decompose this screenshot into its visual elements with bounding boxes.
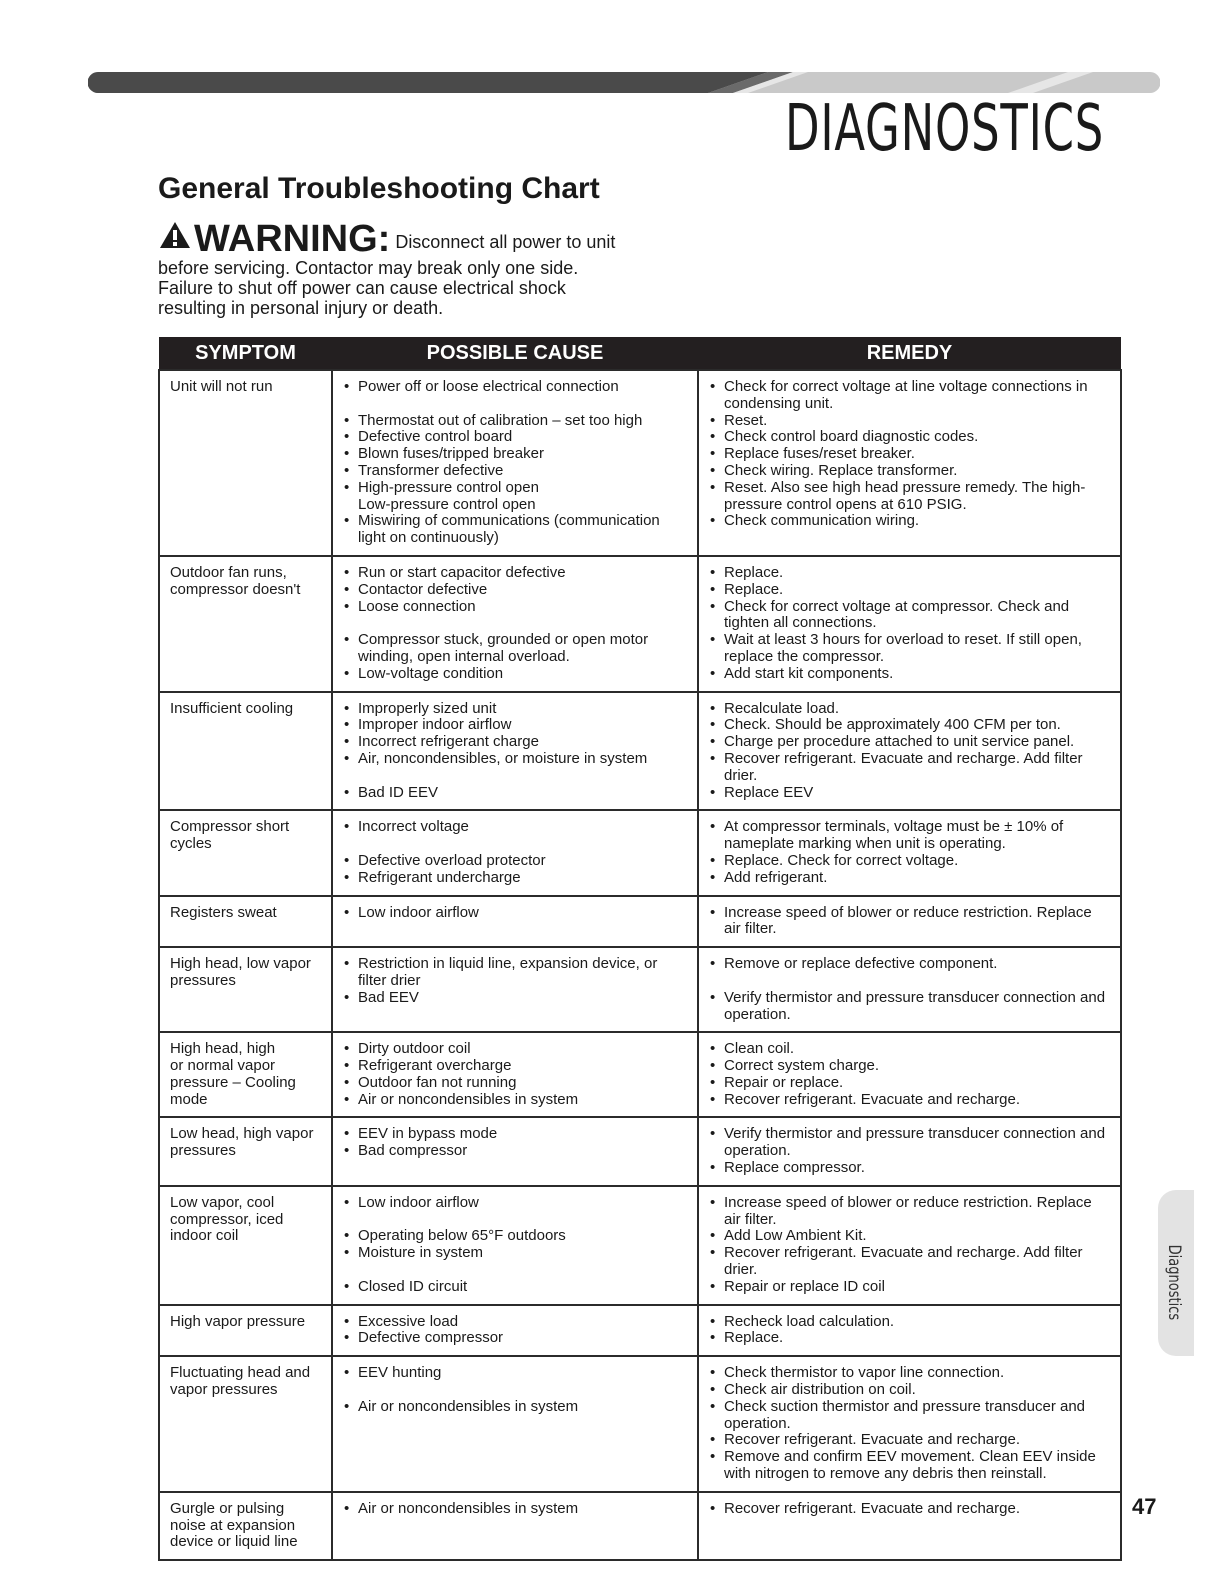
symptom-cell xyxy=(159,1305,332,1357)
remedy-item: • Clean coil. xyxy=(708,1041,1112,1058)
warning-block xyxy=(158,220,628,318)
remedy-item: • Recover refrigerant. Evacuate and recharge. Add filter drier. xyxy=(708,1245,1112,1279)
remedy-item: • Add refrigerant. xyxy=(708,870,1112,887)
cause-item: • Excessive load xyxy=(342,1314,689,1331)
cause-list xyxy=(342,701,689,802)
remedy-list xyxy=(708,1501,1112,1518)
symptom-cell xyxy=(159,1032,332,1117)
cause-item: • Defective control board xyxy=(342,429,689,446)
cause-list xyxy=(342,565,689,683)
cause-item: • Refrigerant undercharge xyxy=(342,870,689,887)
remedy-item: • Increase speed of blower or reduce restriction. Replace air filter. xyxy=(708,1195,1112,1229)
symptom-cell xyxy=(159,692,332,811)
remedy-list xyxy=(708,1365,1112,1483)
cause-item: • EEV hunting xyxy=(342,1365,689,1382)
cause-item: • Bad ID EEV xyxy=(342,785,689,802)
remedy-item: • Recover refrigerant. Evacuate and recharge. xyxy=(708,1501,1112,1518)
symptom-text: cycles xyxy=(170,835,212,853)
remedy-item: • Add Low Ambient Kit. xyxy=(708,1228,1112,1245)
cause-list xyxy=(342,1126,689,1160)
cause-cell xyxy=(332,896,698,948)
cause-item: • Low-voltage condition xyxy=(342,666,689,683)
table-row xyxy=(159,1117,1121,1185)
remedy-item: • Add start kit components. xyxy=(708,666,1112,683)
remedy-item: • Correct system charge. xyxy=(708,1058,1112,1075)
header-remedy: REMEDY xyxy=(698,337,1121,370)
cause-list xyxy=(342,905,689,922)
cause-item: • High-pressure control open xyxy=(342,480,689,497)
remedy-item: • Repair or replace ID coil xyxy=(708,1279,1112,1296)
remedy-item: • Recover refrigerant. Evacuate and recharge. Add filter drier. xyxy=(708,751,1112,785)
table-row xyxy=(159,1032,1121,1117)
cause-item: • Dirty outdoor coil xyxy=(342,1041,689,1058)
cause-item: • Improperly sized unit xyxy=(342,701,689,718)
cause-list xyxy=(342,956,689,1006)
symptom-text: pressures xyxy=(170,971,236,989)
symptom-text: Unit will not run xyxy=(170,378,273,395)
table-row xyxy=(159,896,1121,948)
cause-item: • Restriction in liquid line, expansion device, or filter drier xyxy=(342,956,689,990)
remedy-item: • Check. Should be approximately 400 CFM per ton. xyxy=(708,717,1112,734)
symptom-text: Compressor short xyxy=(170,818,290,836)
remedy-cell xyxy=(698,810,1121,895)
remedy-item: • Remove or replace defective component. xyxy=(708,956,1112,973)
symptom-text: Low vapor, cool xyxy=(170,1193,275,1211)
cause-item: • Moisture in system xyxy=(342,1245,689,1262)
remedy-list xyxy=(708,1041,1112,1108)
remedy-item: • Replace EEV xyxy=(708,785,1112,802)
remedy-cell xyxy=(698,370,1121,556)
page-title: DIAGNOSTICS xyxy=(784,92,1104,166)
side-tab-label: Diagnostics xyxy=(1164,1244,1184,1321)
symptom-text: indoor coil xyxy=(170,1227,239,1245)
cause-item: • Loose connection xyxy=(342,599,689,616)
table-row xyxy=(159,1305,1121,1357)
remedy-cell xyxy=(698,1305,1121,1357)
remedy-cell xyxy=(698,1492,1121,1560)
cause-item: • Bad EEV xyxy=(342,990,689,1007)
cause-list xyxy=(342,1365,689,1415)
cause-item: • Low indoor airflow xyxy=(342,905,689,922)
section-title: General Troubleshooting Chart xyxy=(158,172,600,205)
cause-item: • Compressor stuck, grounded or open motor winding, open internal overload. xyxy=(342,632,689,666)
symptom-cell xyxy=(159,370,332,556)
cause-item: • Defective overload protector xyxy=(342,853,689,870)
cause-item: • Thermostat out of calibration – set too high xyxy=(342,413,689,430)
symptom-cell xyxy=(159,896,332,948)
cause-list xyxy=(342,1195,689,1296)
symptom-text: High vapor pressure xyxy=(170,1312,306,1330)
remedy-list xyxy=(708,701,1112,802)
cause-cell xyxy=(332,1492,698,1560)
remedy-item: • Check thermistor to vapor line connection. xyxy=(708,1365,1112,1382)
symptom-cell xyxy=(159,1492,332,1560)
table-row xyxy=(159,1186,1121,1305)
warning-icon xyxy=(158,220,192,250)
remedy-item: • Check wiring. Replace transformer. xyxy=(708,463,1112,480)
cause-cell xyxy=(332,1356,698,1492)
remedy-cell xyxy=(698,896,1121,948)
remedy-item: • Replace. xyxy=(708,565,1112,582)
cause-item: • Run or start capacitor defective xyxy=(342,565,689,582)
table-row xyxy=(159,556,1121,692)
cause-item: • Incorrect refrigerant charge xyxy=(342,734,689,751)
remedy-item: • Replace compressor. xyxy=(708,1160,1112,1177)
remedy-item: • Reset. xyxy=(708,413,1112,430)
symptom-text: Fluctuating head and xyxy=(170,1364,311,1382)
cause-list xyxy=(342,1041,689,1108)
remedy-item: • Remove and confirm EEV movement. Clean EEV inside with nitrogen to remove any debris then reinstall. xyxy=(708,1449,1112,1483)
symptom-text: noise at expansion xyxy=(170,1516,296,1534)
remedy-item: • Recalculate load. xyxy=(708,701,1112,718)
remedy-cell xyxy=(698,556,1121,692)
header-possible-cause: POSSIBLE CAUSE xyxy=(332,337,698,370)
symptom-text: Gurgle or pulsing xyxy=(170,1499,285,1517)
remedy-item: • Check for correct voltage at line voltage connections in condensing unit. xyxy=(708,379,1112,413)
remedy-item: • Replace. Check for correct voltage. xyxy=(708,853,1112,870)
symptom-text: compressor, iced xyxy=(170,1210,284,1228)
remedy-cell xyxy=(698,1186,1121,1305)
symptom-text: compressor doesn't xyxy=(170,580,301,598)
remedy-item: • Reset. Also see high head pressure remedy. The high-pressure control opens at 610 PSIG. xyxy=(708,480,1112,514)
cause-item: • Air or noncondensibles in system xyxy=(342,1501,689,1518)
cause-item: • Blown fuses/tripped breaker xyxy=(342,446,689,463)
cause-item: • Operating below 65°F outdoors xyxy=(342,1228,689,1245)
cause-item: • Incorrect voltage xyxy=(342,819,689,836)
warning-label: WARNING: xyxy=(194,218,391,260)
remedy-item: • Replace. xyxy=(708,582,1112,599)
symptom-text: pressure – Cooling xyxy=(170,1073,296,1091)
cause-cell xyxy=(332,1032,698,1117)
remedy-list xyxy=(708,565,1112,683)
remedy-item: • Increase speed of blower or reduce restriction. Replace air filter. xyxy=(708,905,1112,939)
cause-item: • Power off or loose electrical connection xyxy=(342,379,689,396)
header-symptom: SYMPTOM xyxy=(159,337,332,370)
cause-cell xyxy=(332,556,698,692)
table-row xyxy=(159,370,1121,556)
symptom-cell xyxy=(159,1186,332,1305)
cause-cell xyxy=(332,1117,698,1185)
symptom-text: or normal vapor xyxy=(170,1057,276,1075)
cause-cell xyxy=(332,370,698,556)
remedy-cell xyxy=(698,947,1121,1032)
cause-item: Low-pressure control open xyxy=(358,495,536,513)
remedy-cell xyxy=(698,1032,1121,1117)
table-row xyxy=(159,1492,1121,1560)
cause-cell xyxy=(332,692,698,811)
symptom-text: Low head, high vapor xyxy=(170,1125,314,1143)
cause-item: • Air, noncondensibles, or moisture in system xyxy=(342,751,689,768)
remedy-item: • Replace fuses/reset breaker. xyxy=(708,446,1112,463)
remedy-list xyxy=(708,1126,1112,1176)
remedy-item: • Recheck load calculation. xyxy=(708,1314,1112,1331)
remedy-list xyxy=(708,905,1112,939)
remedy-item: • Verify thermistor and pressure transducer connection and operation. xyxy=(708,990,1112,1024)
cause-item: • Air or noncondensibles in system xyxy=(342,1399,689,1416)
symptom-cell xyxy=(159,810,332,895)
cause-item: • EEV in bypass mode xyxy=(342,1126,689,1143)
page-number: 47 xyxy=(1132,1494,1157,1519)
symptom-text: High head, high xyxy=(170,1040,276,1058)
symptom-cell xyxy=(159,1356,332,1492)
table-row xyxy=(159,947,1121,1032)
cause-list xyxy=(342,819,689,886)
table-row xyxy=(159,1356,1121,1492)
remedy-list xyxy=(708,379,1112,530)
remedy-cell xyxy=(698,692,1121,811)
remedy-cell xyxy=(698,1356,1121,1492)
remedy-list xyxy=(708,1314,1112,1348)
remedy-item: • Check air distribution on coil. xyxy=(708,1382,1112,1399)
remedy-item: • Check control board diagnostic codes. xyxy=(708,429,1112,446)
symptom-cell xyxy=(159,1117,332,1185)
cause-item: • Defective compressor xyxy=(342,1330,689,1347)
remedy-item: • Check communication wiring. xyxy=(708,513,1112,530)
cause-list xyxy=(342,379,689,547)
cause-item: • Closed ID circuit xyxy=(342,1279,689,1296)
remedy-item: • At compressor terminals, voltage must be ± 10% of nameplate marking when unit is operating. xyxy=(708,819,1112,853)
cause-item: • Contactor defective xyxy=(342,582,689,599)
cause-item: • Outdoor fan not running xyxy=(342,1075,689,1092)
side-tab-diagnostics[interactable] xyxy=(1158,1190,1194,1356)
symptom-text: device or liquid line xyxy=(170,1533,298,1551)
cause-list xyxy=(342,1501,689,1518)
remedy-item: • Repair or replace. xyxy=(708,1075,1112,1092)
table-row xyxy=(159,810,1121,895)
cause-item: • Miswiring of communications (communication light on continuously) xyxy=(342,513,689,547)
cause-cell xyxy=(332,1186,698,1305)
cause-list xyxy=(342,1314,689,1348)
cause-item: • Refrigerant overcharge xyxy=(342,1058,689,1075)
remedy-cell xyxy=(698,1117,1121,1185)
symptom-text: Outdoor fan runs, xyxy=(170,563,287,581)
remedy-item: • Recover refrigerant. Evacuate and recharge. xyxy=(708,1432,1112,1449)
symptom-text: Registers sweat xyxy=(170,903,277,921)
troubleshooting-table xyxy=(158,337,1122,1561)
remedy-item: • Wait at least 3 hours for overload to reset. If still open, replace the compressor. xyxy=(708,632,1112,666)
symptom-cell xyxy=(159,556,332,692)
symptom-text: Insufficient cooling xyxy=(170,699,294,717)
warning-text: Disconnect all power to unit before servicing. Contactor may break only one side. Failure to shut off power can cause electrical shock resulting in personal injury or death. xyxy=(158,232,616,318)
remedy-item: • Verify thermistor and pressure transducer connection and operation. xyxy=(708,1126,1112,1160)
cause-cell xyxy=(332,1305,698,1357)
remedy-item: • Check for correct voltage at compressor. Check and tighten all connections. xyxy=(708,599,1112,633)
remedy-list xyxy=(708,819,1112,886)
remedy-item: • Charge per procedure attached to unit service panel. xyxy=(708,734,1112,751)
table-header-row xyxy=(159,337,1121,370)
symptom-text: High head, low vapor xyxy=(170,955,311,973)
symptom-text: pressures xyxy=(170,1142,236,1160)
header-bar xyxy=(88,72,1160,93)
cause-item: • Transformer defective xyxy=(342,463,689,480)
remedy-item: • Recover refrigerant. Evacuate and recharge. xyxy=(708,1092,1112,1109)
remedy-list xyxy=(708,1195,1112,1296)
cause-item: • Low indoor airflow xyxy=(342,1195,689,1212)
cause-cell xyxy=(332,947,698,1032)
cause-cell xyxy=(332,810,698,895)
symptom-cell xyxy=(159,947,332,1032)
remedy-list xyxy=(708,956,1112,1023)
cause-item: • Air or noncondensibles in system xyxy=(342,1092,689,1109)
remedy-item: • Replace. xyxy=(708,1330,1112,1347)
cause-item: • Bad compressor xyxy=(342,1143,689,1160)
symptom-text: vapor pressures xyxy=(170,1381,278,1399)
symptom-text: mode xyxy=(170,1090,208,1108)
table-row xyxy=(159,692,1121,811)
cause-item: • Improper indoor airflow xyxy=(342,717,689,734)
remedy-item: • Check suction thermistor and pressure transducer and operation. xyxy=(708,1399,1112,1433)
